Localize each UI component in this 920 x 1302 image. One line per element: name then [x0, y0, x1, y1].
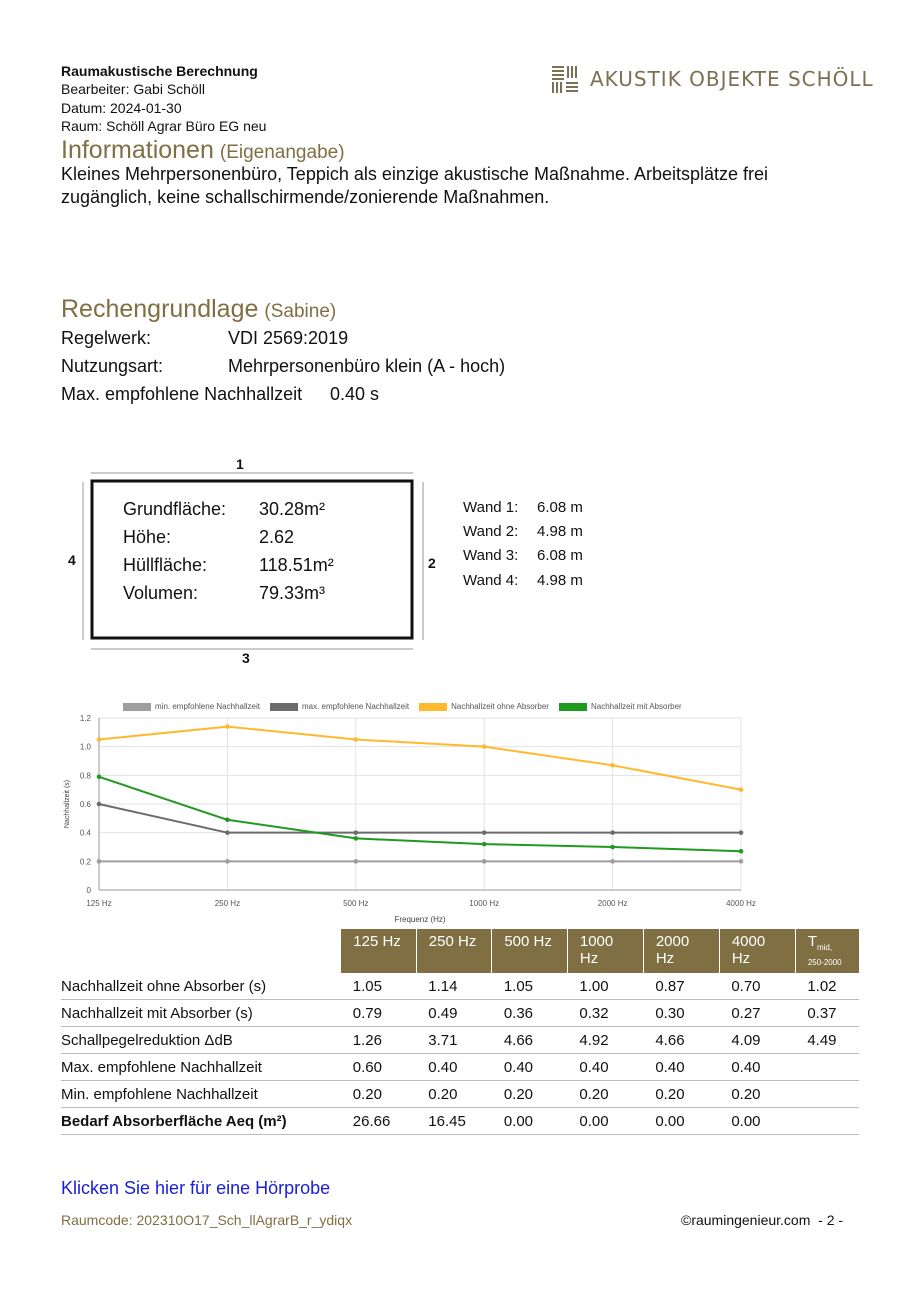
row-label: Min. empfohlene Nachhallzeit	[61, 1081, 341, 1108]
nutzung-label: Nutzungsart:	[61, 356, 164, 376]
data-point-mit	[482, 842, 487, 847]
row-value: 4.92	[567, 1027, 643, 1054]
data-point-min	[739, 859, 744, 864]
y-tick-label: 1.0	[79, 742, 91, 752]
legend-item-mit	[559, 702, 682, 711]
row-value: 0.00	[719, 1108, 795, 1135]
data-point-mit	[739, 849, 744, 854]
wall-2-value: 4.98 m	[537, 523, 583, 540]
series-line-ohne	[99, 727, 741, 790]
row-value: 1.05	[492, 973, 568, 1000]
row-value: 0.40	[643, 1054, 719, 1081]
data-point-ohne	[97, 737, 102, 742]
legend-swatch-min	[123, 703, 151, 711]
y-axis-label: Nachhallzeit (s)	[64, 779, 71, 829]
table-row	[61, 973, 859, 1000]
data-point-mit	[610, 845, 615, 850]
surface-label: Hüllfläche:	[123, 555, 208, 575]
data-point-ohne	[610, 763, 615, 768]
footer-site	[681, 1212, 843, 1228]
table-header-row	[61, 929, 859, 973]
table-header-1000: 1000 Hz	[567, 929, 643, 973]
max-value: 0.40 s	[330, 384, 380, 404]
row-value: 0.20	[416, 1081, 492, 1108]
row-label: Max. empfohlene Nachhallzeit	[61, 1054, 341, 1081]
wall-number-4: 4	[68, 552, 76, 568]
row-value: 0.36	[492, 1000, 568, 1027]
data-point-max	[610, 830, 615, 835]
table-row	[61, 1054, 859, 1081]
row-value: 0.20	[492, 1081, 568, 1108]
data-point-ohne	[225, 724, 230, 729]
table-header-500: 500 Hz	[492, 929, 568, 973]
company-logo	[550, 64, 874, 94]
info-subtitle: (Eigenangabe)	[219, 142, 345, 163]
row-value: 0.20	[719, 1081, 795, 1108]
data-point-max	[354, 830, 359, 835]
height-label: Höhe:	[123, 527, 172, 547]
row-value: 1.14	[416, 973, 492, 1000]
legend-swatch-mit	[559, 703, 587, 711]
y-tick-label: 0.6	[79, 800, 91, 809]
data-point-ohne	[739, 787, 744, 792]
table-header-empty	[61, 929, 341, 973]
series-line-mit	[99, 777, 741, 852]
surface-value: 118.51m²	[259, 555, 334, 575]
row-value: 0.30	[643, 1000, 719, 1027]
tmid-main: T	[807, 933, 817, 950]
row-value: 0.49	[416, 1000, 492, 1027]
data-point-min	[610, 859, 615, 864]
legend-item-max	[270, 702, 409, 711]
area-label: Grundfläche:	[123, 499, 227, 519]
legend-swatch-max	[270, 703, 298, 711]
row-value: 1.05	[341, 973, 417, 1000]
row-value: 0.40	[492, 1054, 568, 1081]
legend-item-min	[123, 702, 260, 711]
data-point-mit	[354, 836, 359, 841]
room-diagram	[60, 450, 450, 670]
legend-item-ohne	[419, 702, 549, 711]
legend-label-mit: Nachhallzeit mit Absorber	[590, 702, 682, 711]
table-header-tmid	[795, 929, 859, 973]
row-value: 1.26	[341, 1027, 417, 1054]
data-point-min	[354, 859, 359, 864]
row-label: Nachhallzeit ohne Absorber (s)	[61, 973, 341, 1000]
reverberation-chart	[55, 712, 765, 930]
table-row	[61, 1081, 859, 1108]
row-value: 4.66	[492, 1027, 568, 1054]
site-name: ©raumingenieur.com	[681, 1212, 811, 1228]
data-point-mit	[97, 774, 102, 779]
data-point-min	[482, 859, 487, 864]
height-value: 2.62	[259, 527, 295, 547]
row-value: 0.70	[719, 973, 795, 1000]
data-point-min	[97, 859, 102, 864]
row-label: Schallpegelreduktion ΔdB	[61, 1027, 341, 1054]
row-value: 0.40	[719, 1054, 795, 1081]
row-value: 0.20	[643, 1081, 719, 1108]
volume-label: Volumen:	[123, 583, 199, 603]
max-label: Max. empfohlene Nachhallzeit	[61, 384, 303, 404]
room-line: Raum: Schöll Agrar Büro EG neu	[61, 118, 267, 134]
info-text: Kleines Mehrpersonenbüro, Teppich als einzige akustische Maßnahme. Arbeitsplätze frei zugänglich, keine schallschirmende/zonierende Maßnahmen.	[61, 164, 769, 207]
row-value: 4.09	[719, 1027, 795, 1054]
table-row	[61, 1027, 859, 1054]
x-tick-label: 500 Hz	[343, 899, 369, 908]
area-value: 30.28m²	[259, 499, 326, 519]
x-axis-label: Frequenz (Hz)	[394, 915, 446, 924]
row-value: 0.27	[719, 1000, 795, 1027]
row-value: 0.20	[341, 1081, 417, 1108]
wall-3-value: 6.08 m	[537, 547, 583, 564]
data-point-min	[225, 859, 230, 864]
row-value: 0.00	[643, 1108, 719, 1135]
tmid-sub: mid,	[816, 943, 833, 952]
row-value	[795, 1081, 859, 1108]
y-tick-label: 0.2	[79, 857, 91, 867]
regelwerk-value: VDI 2569:2019	[228, 328, 349, 348]
table-header-125: 125 Hz	[341, 929, 417, 973]
row-value: 26.66	[341, 1108, 417, 1135]
table-header-2000: 2000 Hz	[643, 929, 719, 973]
wall-4-value: 4.98 m	[537, 572, 583, 589]
data-point-max	[97, 802, 102, 807]
y-tick-label: 0	[86, 886, 91, 895]
results-table	[61, 929, 859, 1135]
info-title: Informationen	[61, 136, 214, 164]
row-label: Nachhallzeit mit Absorber (s)	[61, 1000, 341, 1027]
editor-line: Bearbeiter: Gabi Schöll	[61, 81, 205, 97]
legend-label-ohne: Nachhallzeit ohne Absorber	[451, 702, 549, 711]
wall-number-3: 3	[242, 650, 250, 666]
y-tick-label: 1.2	[79, 714, 91, 723]
wall-number-2: 2	[428, 555, 436, 571]
date-line: Datum: 2024-01-30	[61, 100, 182, 116]
report-title: Raumakustische Berechnung	[61, 63, 258, 79]
basis-subtitle: (Sabine)	[264, 301, 337, 322]
row-value: 0.32	[567, 1000, 643, 1027]
wall-3-label: Wand 3:	[463, 547, 519, 564]
data-point-max	[225, 830, 230, 835]
x-tick-label: 1000 Hz	[469, 899, 500, 908]
row-value: 0.40	[567, 1054, 643, 1081]
logo-text: AKUSTIK OBJEKTE SCHÖLL	[590, 67, 874, 91]
volume-value: 79.33m³	[259, 583, 326, 603]
row-value: 0.40	[416, 1054, 492, 1081]
wall-2-label: Wand 2:	[463, 523, 519, 540]
row-value: 4.66	[643, 1027, 719, 1054]
x-tick-label: 4000 Hz	[726, 899, 756, 908]
table-row	[61, 1000, 859, 1027]
row-value: 0.20	[567, 1081, 643, 1108]
legend-swatch-ohne	[419, 703, 447, 711]
data-point-max	[739, 830, 744, 835]
y-tick-label: 0.8	[79, 771, 91, 781]
row-value: 1.02	[795, 973, 859, 1000]
data-point-ohne	[482, 744, 487, 749]
row-value: 0.79	[341, 1000, 417, 1027]
y-tick-label: 0.4	[79, 828, 91, 838]
legend-label-max: max. empfohlene Nachhallzeit	[301, 702, 410, 711]
wall-number-1: 1	[236, 456, 244, 472]
page-number: - 2 -	[818, 1212, 844, 1228]
logo-icon	[550, 64, 580, 94]
row-value: 0.87	[643, 973, 719, 1000]
chart-legend	[123, 702, 682, 711]
row-value: 4.49	[795, 1027, 859, 1054]
row-value: 1.00	[567, 973, 643, 1000]
info-heading	[61, 136, 345, 165]
wall-4-label: Wand 4:	[463, 572, 519, 589]
row-value: 16.45	[416, 1108, 492, 1135]
x-tick-label: 2000 Hz	[597, 899, 628, 908]
data-point-ohne	[354, 737, 359, 742]
legend-label-min: min. empfohlene Nachhallzeit	[155, 702, 260, 711]
table-header-4000: 4000 Hz	[719, 929, 795, 973]
row-label: Bedarf Absorberfläche Aeq (m²)	[61, 1108, 341, 1135]
data-point-mit	[225, 817, 230, 822]
audio-sample-link[interactable]: Klicken Sie hier für eine Hörprobe	[61, 1178, 331, 1198]
row-value: 0.00	[567, 1108, 643, 1135]
row-value: 3.71	[416, 1027, 492, 1054]
data-point-max	[482, 830, 487, 835]
row-value	[795, 1108, 859, 1135]
row-value: 0.60	[341, 1054, 417, 1081]
wall-1-value: 6.08 m	[537, 499, 583, 516]
row-value: 0.37	[795, 1000, 859, 1027]
basis-heading	[61, 295, 336, 324]
x-tick-label: 125 Hz	[86, 899, 112, 908]
x-tick-label: 250 Hz	[214, 899, 241, 908]
basis-title: Rechengrundlage	[61, 295, 259, 323]
nutzung-value: Mehrpersonenbüro klein (A - hoch)	[228, 356, 506, 376]
row-value	[795, 1054, 859, 1081]
row-value: 0.00	[492, 1108, 568, 1135]
tmid-range: 250-2000	[807, 958, 842, 967]
wall-1-label: Wand 1:	[463, 499, 519, 516]
table-header-250: 250 Hz	[416, 929, 492, 973]
room-code: Raumcode: 202310O17_Sch_llAgrarB_r_ydiqx	[61, 1212, 353, 1228]
regelwerk-label: Regelwerk:	[61, 328, 152, 348]
table-row	[61, 1108, 859, 1135]
